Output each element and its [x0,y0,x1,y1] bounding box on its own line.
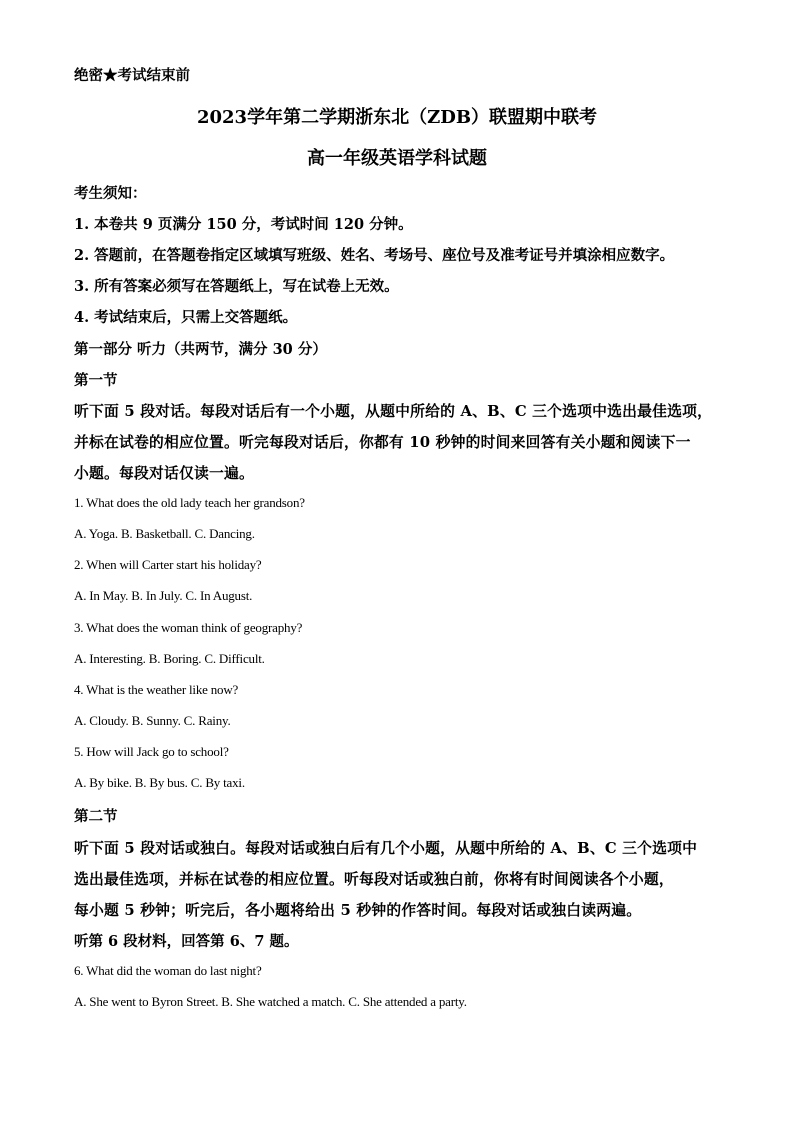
question-options: A. She went to Byron Street. B. She watched a match. C. She attended a party. [74,994,467,1009]
notice-item: 3. 所有答案必须写在答题纸上，写在试卷上无效。 [74,278,399,295]
question-text: 1. What does the old lady teach her grandson? [74,495,305,510]
question-options: A. By bike. B. By bus. C. By taxi. [74,775,245,790]
section2-instruction: 每小题 5 秒钟；听完后，各小题将给出 5 秒钟的作答时间。每段对话或独白读两遍。 [74,902,642,919]
section1-instruction: 小题。每段对话仅读一遍。 [74,465,254,482]
exam-title: 2023学年第二学期浙东北（ZDB）联盟期中联考 [196,107,598,128]
exam-subtitle: 高一年级英语学科试题 [307,148,487,169]
section1-heading: 第一节 [74,372,118,389]
notice-item: 2. 答题前，在答题卷指定区域填写班级、姓名、考场号、座位号及准考证号并填涂相应数字。 [74,247,675,264]
notice-heading: 考生须知： [74,185,147,202]
part1-heading: 第一部分 听力（共两节，满分 30 分） [74,341,327,358]
confidential-label: 绝密★考试结束前 [74,67,190,84]
question-options: A. Interesting. B. Boring. C. Difficult. [74,651,265,666]
question-text: 4. What is the weather like now? [74,682,239,697]
question-options: A. Cloudy. B. Sunny. C. Rainy. [74,713,231,728]
section2-heading: 第二节 [74,808,118,825]
material-heading: 听第 6 段材料，回答第 6、7 题。 [74,933,299,950]
notice-item: 4. 考试结束后，只需上交答题纸。 [74,309,298,326]
question-text: 2. When will Carter start his holiday? [74,557,262,572]
section1-instruction: 听下面 5 段对话。每段对话后有一个小题，从题中所给的 A、B、C 三个选项中选出最佳选项， [74,403,713,420]
question-text: 5. How will Jack go to school? [74,744,229,759]
question-text: 6. What did the woman do last night? [74,963,262,978]
question-text: 3. What does the woman think of geography? [74,620,303,635]
section1-instruction: 并标在试卷的相应位置。听完每段对话后，你都有 10 秒钟的时间来回答有关小题和阅读下一 [74,434,691,451]
notice-item: 1. 本卷共 9 页满分 150 分，考试时间 120 分钟。 [74,216,413,233]
question-options: A. In May. B. In July. C. In August. [74,588,253,603]
section2-instruction: 听下面 5 段对话或独白。每段对话或独白后有几个小题，从题中所给的 A、B、C 三个选项中 [74,840,698,857]
question-options: A. Yoga. B. Basketball. C. Dancing. [74,526,255,541]
section2-instruction: 选出最佳选项，并标在试卷的相应位置。听每段对话或独白前，你将有时间阅读各个小题， [74,871,674,888]
